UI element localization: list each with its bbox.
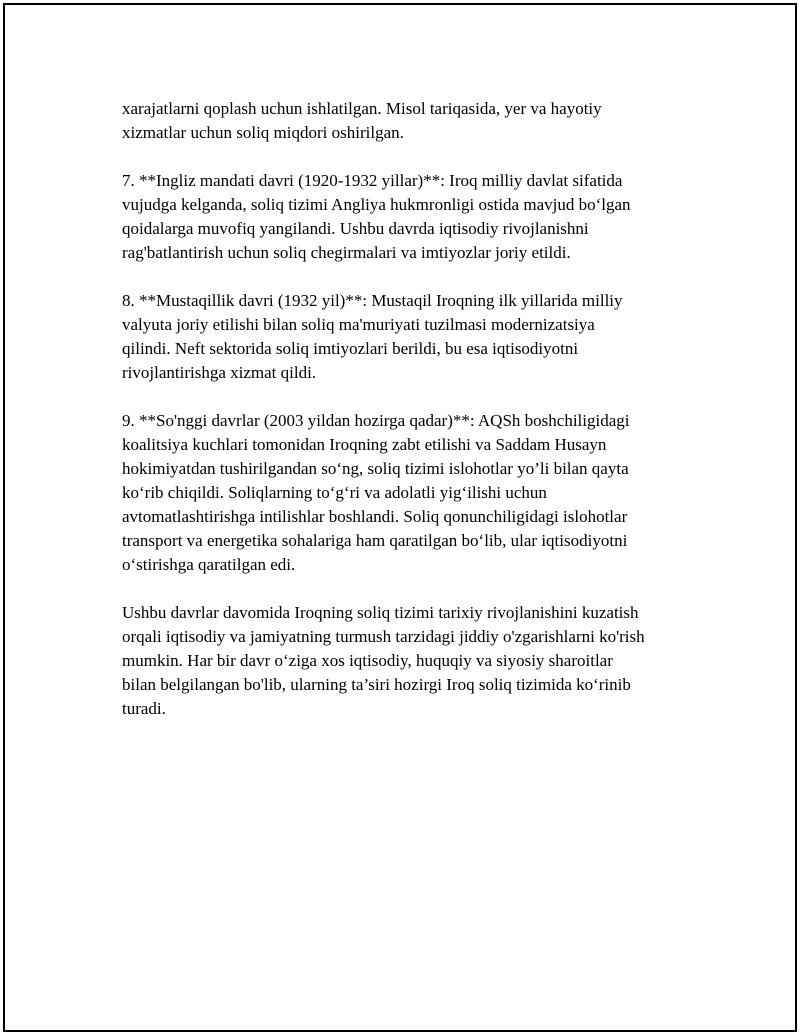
text-line: o‘stirishga qaratilgan edi. [122,555,296,574]
paragraph-recent-periods [122,409,702,577]
text-line: avtomatlashtirishga intilishlar boshlandi. Soliq qonunchiligidagi islohotlar [122,507,628,526]
text-line: vujudga kelganda, soliq tizimi Angliya hukmronligi ostida mavjud bo‘lgan [122,195,631,214]
paragraph-british-mandate [122,169,702,265]
text-line: qoidalarga muvofiq yangilandi. Ushbu davrda iqtisodiy rivojlanishni [122,219,589,238]
paragraph-conclusion [122,601,702,721]
text-line: 9. **So'nggi davrlar (2003 yildan hozirga qadar)**: AQSh boshchiligidagi [122,411,630,430]
text-line: hokimiyatdan tushirilgandan so‘ng, soliq tizimi islohotlar yo’li bilan qayta [122,459,629,478]
text-line: xarajatlarni qoplash uchun ishlatilgan. Misol tariqasida, yer va hayotiy [122,99,602,118]
text-line: mumkin. Har bir davr o‘ziga xos iqtisodiy, huquqiy va siyosiy sharoitlar [122,651,613,670]
text-line: bilan belgilangan bo'lib, ularning ta’siri hozirgi Iroq soliq tizimida ko‘rinib [122,675,631,694]
text-line: ko‘rib chiqildi. Soliqlarning to‘g‘ri va adolatli yig‘ilishi uchun [122,483,547,502]
text-line: qilindi. Neft sektorida soliq imtiyozlari berildi, bu esa iqtisodiyotni [122,339,579,358]
text-line: transport va energetika sohalariga ham qaratilgan bo‘lib, ular iqtisodiyotni [122,531,628,550]
text-line: 7. **Ingliz mandati davri (1920-1932 yillar)**: Iroq milliy davlat sifatida [122,171,623,190]
page-frame [3,3,797,1032]
paragraph-independence-period [122,289,702,385]
text-line: Ushbu davrlar davomida Iroqning soliq tizimi tarixiy rivojlanishini kuzatish [122,603,639,622]
text-line: turadi. [122,699,166,718]
text-line: orqali iqtisodiy va jamiyatning turmush tarzidagi jiddiy o'zgarishlarni ko'rish [122,627,645,646]
text-line: 8. **Mustaqillik davri (1932 yil)**: Mustaqil Iroqning ilk yillarida milliy [122,291,623,310]
text-line: valyuta joriy etilishi bilan soliq ma'muriyati tuzilmasi modernizatsiya [122,315,595,334]
document-body [122,97,702,745]
text-line: xizmatlar uchun soliq miqdori oshirilgan. [122,123,404,142]
paragraph-tax-expenses-intro [122,97,702,145]
text-line: koalitsiya kuchlari tomonidan Iroqning zabt etilishi va Saddam Husayn [122,435,607,454]
text-line: rivojlantirishga xizmat qildi. [122,363,317,382]
text-line: rag'batlantirish uchun soliq chegirmalari va imtiyozlar joriy etildi. [122,243,571,262]
